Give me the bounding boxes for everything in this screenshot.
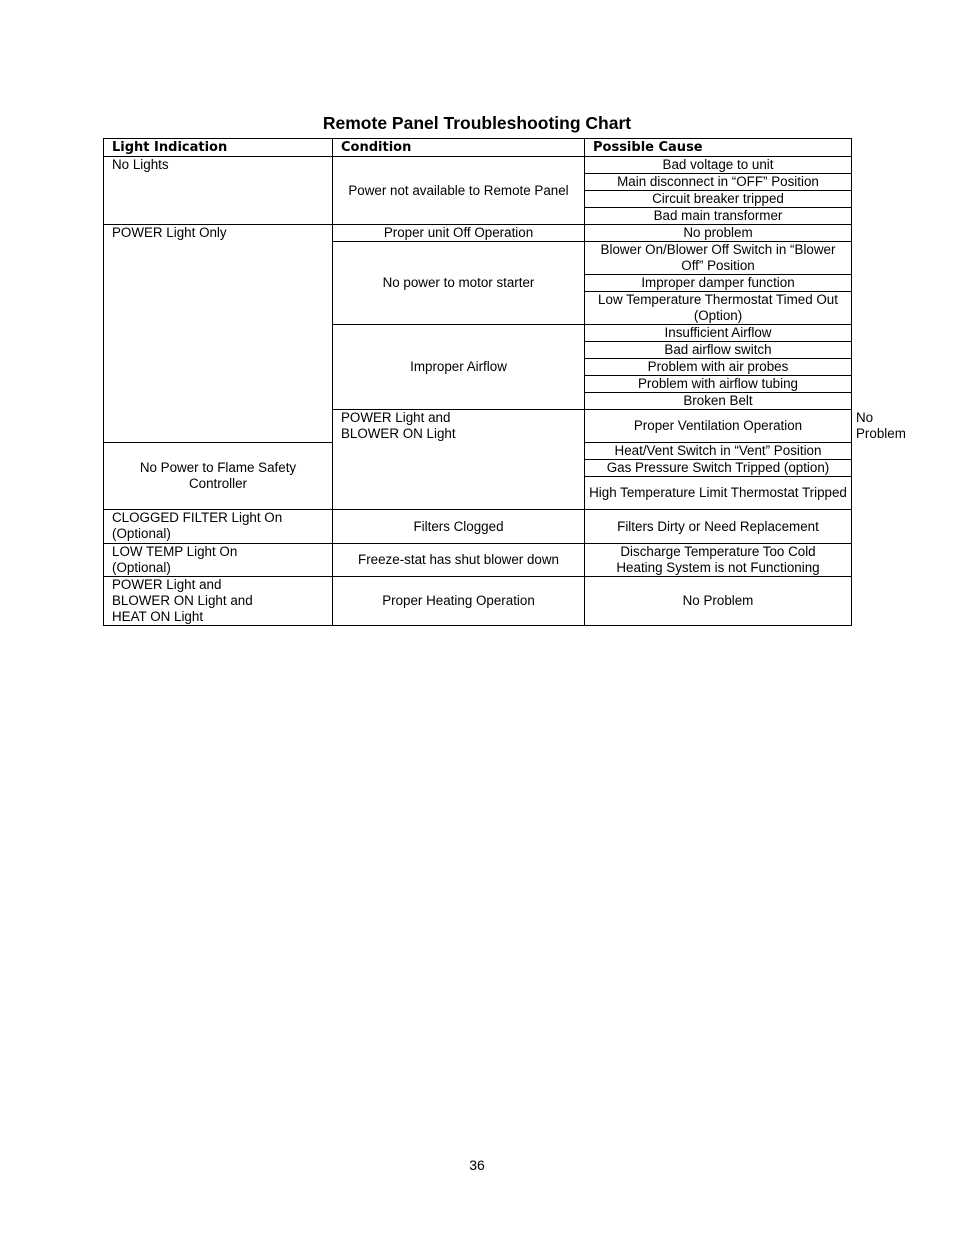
cause-cell: Main disconnect in “OFF” Position xyxy=(585,174,852,191)
cause-cell: Filters Dirty or Need Replacement xyxy=(585,510,852,544)
cause-cell: Problem with air probes xyxy=(585,359,852,376)
cause-cell: Improper damper function xyxy=(585,275,852,292)
troubleshooting-table xyxy=(103,138,906,626)
header-light-indication: Light Indication xyxy=(104,139,333,157)
header-condition: Condition xyxy=(333,139,585,157)
light-indication-text: CLOGGED FILTER Light On (Optional) xyxy=(112,510,283,541)
condition-cell: Filters Clogged xyxy=(333,510,585,544)
light-indication-text: POWER Light and BLOWER ON Light and HEAT ON Light xyxy=(112,577,253,624)
table-row xyxy=(104,544,852,577)
cause-cell xyxy=(585,544,852,577)
page-number: 36 xyxy=(469,1157,485,1173)
light-indication-cell: No Lights xyxy=(104,157,333,225)
cause-cell: Bad airflow switch xyxy=(585,342,852,359)
table-row xyxy=(104,577,852,626)
table-row xyxy=(104,157,852,174)
cause-cell: Low Temperature Thermostat Timed Out (Option) xyxy=(585,292,852,325)
table-row: POWER Light and BLOWER ON Light Proper Ventilation Operation No Problem xyxy=(104,410,852,443)
cause-cell: Gas Pressure Switch Tripped (option) xyxy=(585,460,852,477)
table-header-row xyxy=(104,139,852,157)
light-indication-text: LOW TEMP Light On (Optional) xyxy=(112,544,238,575)
cause-cell: Broken Belt xyxy=(585,393,852,410)
light-indication-cell xyxy=(104,544,333,577)
condition-cell: Proper Ventilation Operation xyxy=(585,410,852,443)
light-indication-text: POWER Light and BLOWER ON Light xyxy=(341,410,456,441)
cause-cell: No Problem xyxy=(585,577,852,626)
cause-cell: Heat/Vent Switch in “Vent” Position xyxy=(585,443,852,460)
light-indication-cell xyxy=(104,577,333,626)
page-title: Remote Panel Troubleshooting Chart xyxy=(322,113,632,133)
condition-cell: Proper Heating Operation xyxy=(333,577,585,626)
cause-cell: Blower On/Blower Off Switch in “Blower Off” Position xyxy=(585,242,852,275)
header-possible-cause: Possible Cause xyxy=(585,139,852,157)
cause-cell: No problem xyxy=(585,225,852,242)
cause-cell: Bad voltage to unit xyxy=(585,157,852,174)
cause-cell: Bad main transformer xyxy=(585,208,852,225)
light-indication-cell: POWER Light Only xyxy=(104,225,333,443)
condition-cell: No power to motor starter xyxy=(333,242,585,325)
light-indication-cell xyxy=(333,410,585,510)
cause-cell: High Temperature Limit Thermostat Tripped xyxy=(585,477,852,510)
cause-cell: Insufficient Airflow xyxy=(585,325,852,342)
cause-cell: Circuit breaker tripped xyxy=(585,191,852,208)
cause-cell: Problem with airflow tubing xyxy=(585,376,852,393)
condition-cell: No Power to Flame Safety Controller xyxy=(104,443,333,510)
condition-cell: Improper Airflow xyxy=(333,325,585,410)
table-row xyxy=(104,225,852,242)
condition-cell: Freeze-stat has shut blower down xyxy=(333,544,585,577)
cause-text: Discharge Temperature Too Cold Heating System is not Functioning xyxy=(616,544,820,575)
light-indication-cell xyxy=(104,510,333,544)
condition-cell: Power not available to Remote Panel xyxy=(333,157,585,225)
condition-cell: Proper unit Off Operation xyxy=(333,225,585,242)
table-row xyxy=(104,510,852,544)
